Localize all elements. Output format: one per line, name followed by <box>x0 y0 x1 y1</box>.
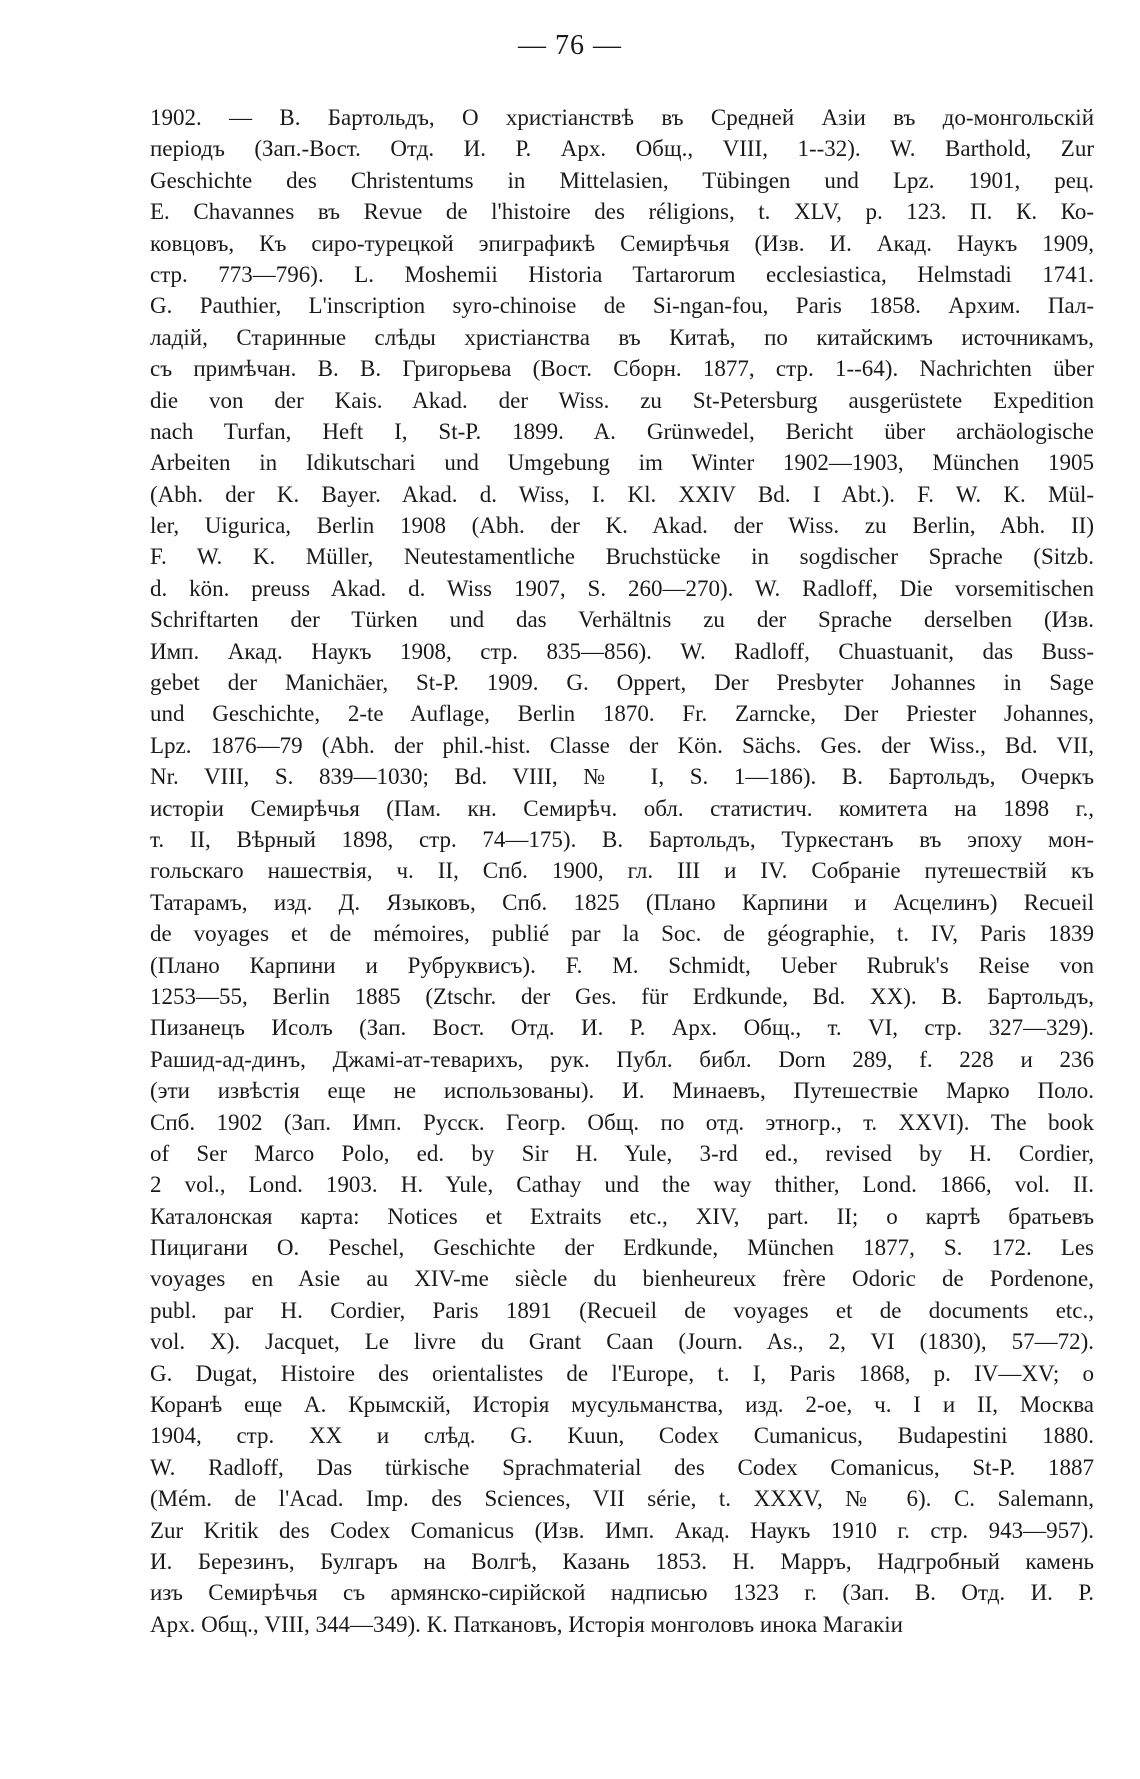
text-line: ковцовъ, Къ сиро-турецкой эпиграфикѣ Семирѣчья (Изв. И. Акад. Наукъ 1909, <box>150 230 1094 256</box>
text-line: т. II, Вѣрный 1898, стр. 74—175). В. Бартольдъ, Туркестанъ въ эпоху мон- <box>150 826 1094 852</box>
text-line: Lpz. 1876—79 (Abh. der phil.-hist. Classe der Kön. Sächs. Ges. der Wiss., Bd. VII, <box>150 732 1094 758</box>
text-line: Каталонская карта: Notices et Extraits etc., XIV, part. II; о картѣ братьевъ <box>150 1203 1094 1229</box>
text-line: И. Березинъ, Булгаръ на Волгѣ, Казань 1853. Н. Марръ, Надгробный камень <box>150 1548 1094 1574</box>
text-line: 1904, стр. XX и слѣд. G. Kuun, Codex Cumanicus, Budapestini 1880. <box>150 1423 1094 1449</box>
text-line: Рашид-ад-динъ, Джамі-ат-теварихъ, рук. Публ. библ. Dorn 289, f. 228 и 236 <box>150 1046 1094 1072</box>
text-line: G. Pauthier, L'inscription syro-chinoise de Si-ngan-fou, Paris 1858. Архим. Пал- <box>150 293 1094 319</box>
text-line: gebet der Manichäer, St-P. 1909. G. Oppert, Der Presbyter Johannes in Sage <box>150 670 1094 696</box>
text-line: die von der Kais. Akad. der Wiss. zu St-Petersburg ausgerüstete Expedition <box>150 387 1094 413</box>
text-line: (Abh. der K. Bayer. Akad. d. Wiss, I. Kl. XXIV Bd. I Abt.). F. W. K. Mül- <box>150 481 1094 507</box>
text-line: ладій, Старинные слѣды христіанства въ Китаѣ, по китайскимъ источникамъ, <box>150 324 1094 350</box>
text-line: G. Dugat, Histoire des orientalistes de l'Europe, t. I, Paris 1868, p. IV—XV; о <box>150 1360 1094 1386</box>
text-line: Пизанецъ Исолъ (Зап. Вост. Отд. И. Р. Арх. Общ., т. VI, стр. 327—329). <box>150 1015 1094 1041</box>
text-line: (эти извѣстія еще не использованы). И. Минаевъ, Путешествіе Марко Поло. <box>150 1078 1094 1104</box>
text-line: Арх. Общ., VIII, 344—349). К. Паткановъ, Исторія монголовъ инока Магакіи <box>150 1611 903 1637</box>
text-line: ler, Uigurica, Berlin 1908 (Abh. der K. Akad. der Wiss. zu Berlin, Abh. II) <box>150 513 1094 539</box>
text-line: Спб. 1902 (Зап. Имп. Русск. Геогр. Общ. по отд. этногр., т. XXVI). The book <box>150 1109 1094 1135</box>
text-line: d. kön. preuss Akad. d. Wiss 1907, S. 260—270). W. Radloff, Die vorsemitischen <box>150 575 1094 601</box>
text-line: стр. 773—796). L. Moshemii Historia Tartarorum ecclesiastica, Helmstadi 1741. <box>150 261 1094 287</box>
text-line: 2 vol., Lond. 1903. H. Yule, Cathay und the way thither, Lond. 1866, vol. II. <box>150 1172 1094 1198</box>
text-line: Schriftarten der Türken und das Verhältnis zu der Sprache derselben (Изв. <box>150 607 1094 633</box>
text-line: Татарамъ, изд. Д. Языковъ, Спб. 1825 (Плано Карпини и Асцелинъ) Recueil <box>150 889 1094 915</box>
text-line: Zur Kritik des Codex Comanicus (Изв. Имп. Акад. Наукъ 1910 г. стр. 943—957). <box>150 1517 1094 1543</box>
text-line: 1902. — В. Бартольдъ, О христіанствѣ въ Средней Азіи въ до-монгольскій <box>150 105 1094 130</box>
text-line: съ примѣчан. В. В. Григорьева (Вост. Сборн. 1877, стр. 1--64). Nachrichten über <box>150 356 1094 382</box>
text-line: Geschichte des Christentums in Mittelasien, Tübingen und Lpz. 1901, рец. <box>150 167 1094 193</box>
text-line: publ. par H. Cordier, Paris 1891 (Recueil de voyages et de documents etc., <box>150 1297 1094 1323</box>
text-line: voyages en Asie au XIV-me siècle du bienheureux frère Odoric de Pordenone, <box>150 1266 1094 1292</box>
text-line: Nr. VIII, S. 839—1030; Bd. VIII, № I, S. 1—186). В. Бартольдъ, Очеркъ <box>150 764 1094 790</box>
text-line: Arbeiten in Idikutschari und Umgebung im Winter 1902—1903, München 1905 <box>150 450 1094 476</box>
text-line: de voyages et de mémoires, publié par la Soc. de géographie, t. IV, Paris 1839 <box>150 921 1094 947</box>
text-line: изъ Семирѣчья съ армянско-сирійской надписью 1323 г. (Зап. В. Отд. И. Р. <box>150 1580 1094 1606</box>
text-line: гольскаго нашествія, ч. II, Спб. 1900, гл. III и IV. Собраніе путешествій къ <box>150 858 1094 884</box>
text-line: E. Chavannes въ Revue de l'histoire des réligions, t. XLV, p. 123. П. К. Ко- <box>150 199 1094 225</box>
text-line: Коранѣ еще А. Крымскій, Исторія мусульманства, изд. 2-ое, ч. I и II, Москва <box>150 1392 1094 1418</box>
text-line: F. W. K. Müller, Neutestamentliche Bruchstücke in sogdischer Sprache (Sitzb. <box>150 544 1094 570</box>
text-line: of Ser Marco Polo, ed. by Sir H. Yule, 3-rd ed., revised by H. Cordier, <box>150 1140 1094 1166</box>
text-line: Имп. Акад. Наукъ 1908, стр. 835—856). W. Radloff, Chuastuanit, das Buss- <box>150 638 1094 664</box>
text-line: періодъ (Зап.-Вост. Отд. И. Р. Арх. Общ., VIII, 1--32). W. Barthold, Zur <box>150 136 1094 162</box>
text-line: vol. X). Jacquet, Le livre du Grant Caan (Journ. As., 2, VI (1830), 57—72). <box>150 1329 1094 1355</box>
bibliography-text <box>150 102 1094 1640</box>
text-line: W. Radloff, Das türkische Sprachmaterial des Codex Comanicus, St-P. 1887 <box>150 1454 1094 1480</box>
text-line: Пицигани O. Peschel, Geschichte der Erdkunde, München 1877, S. 172. Les <box>150 1235 1094 1261</box>
text-line: nach Turfan, Heft I, St-P. 1899. A. Grünwedel, Bericht über archäologische <box>150 418 1094 444</box>
page-number: — 76 — <box>518 30 622 61</box>
text-line: исторіи Семирѣчья (Пам. кн. Семирѣч. обл. статистич. комитета на 1898 г., <box>150 795 1094 821</box>
text-line: (Mém. de l'Acad. Imp. des Sciences, VII série, t. XXXV, № 6). C. Salemann, <box>150 1486 1094 1512</box>
text-line: und Geschichte, 2-te Auflage, Berlin 1870. Fr. Zarncke, Der Priester Johannes, <box>150 701 1094 727</box>
text-line: 1253—55, Berlin 1885 (Ztschr. der Ges. für Erdkunde, Bd. XX). В. Бартольдъ, <box>150 983 1094 1009</box>
text-line: (Плано Карпини и Рубруквисъ). F. M. Schmidt, Ueber Rubruk's Reise von <box>150 952 1094 978</box>
